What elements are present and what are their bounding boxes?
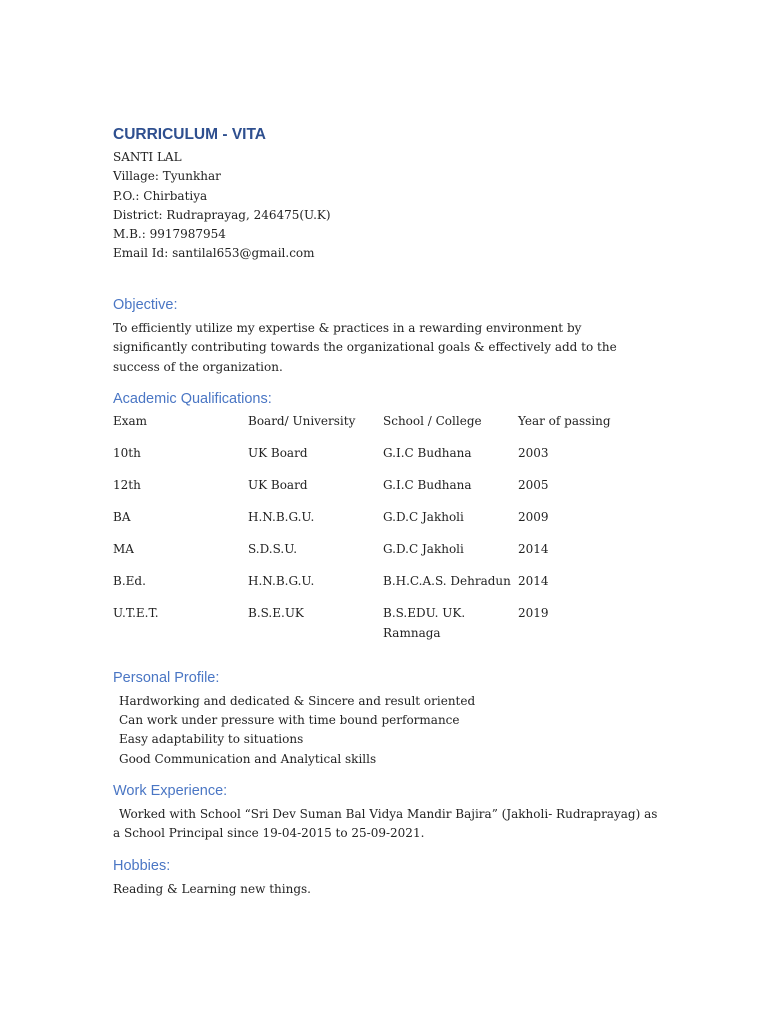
list-item: Easy adaptability to situations bbox=[119, 732, 304, 747]
contact-district: District: Rudraprayag, 246475(U.K) bbox=[113, 207, 331, 222]
column-header-year: Year of passing bbox=[518, 414, 611, 428]
table-cell-exam: 10th bbox=[113, 446, 141, 460]
list-item: Can work under pressure with time bound performance bbox=[119, 713, 460, 728]
table-cell-exam: U.T.E.T. bbox=[113, 606, 159, 620]
hobbies-heading: Hobbies: bbox=[113, 858, 171, 874]
contact-post-office: P.O.: Chirbatiya bbox=[113, 188, 208, 203]
work-experience-heading: Work Experience: bbox=[113, 783, 228, 799]
table-row bbox=[113, 476, 638, 508]
table-row bbox=[113, 540, 638, 572]
table-cell-year: 2014 bbox=[518, 542, 549, 556]
table-cell-board: UK Board bbox=[248, 478, 308, 492]
table-cell-exam: B.Ed. bbox=[113, 574, 146, 588]
list-item: Good Communication and Analytical skills bbox=[119, 751, 377, 766]
table-cell-board: B.S.E.UK bbox=[248, 606, 304, 620]
table-cell-school: G.D.C Jakholi bbox=[383, 542, 464, 556]
list-item: Hardworking and dedicated & Sincere and result oriented bbox=[119, 694, 476, 708]
table-row bbox=[113, 604, 638, 643]
personal-profile-list bbox=[119, 692, 475, 769]
applicant-name: SANTI LAL bbox=[113, 150, 182, 164]
document-title: CURRICULUM - VITA bbox=[113, 126, 266, 143]
table-row bbox=[113, 508, 638, 540]
contact-village: Village: Tyunkhar bbox=[113, 169, 221, 184]
column-header-school: School / College bbox=[383, 414, 482, 428]
work-experience-paragraph bbox=[113, 805, 658, 844]
contact-block bbox=[113, 148, 331, 264]
contact-email: Email Id: santilal653@gmail.com bbox=[113, 246, 315, 261]
table-cell-exam: BA bbox=[113, 510, 131, 524]
table-row bbox=[113, 572, 638, 604]
table-cell-board: UK Board bbox=[248, 446, 308, 460]
table-cell-year: 2003 bbox=[518, 446, 549, 460]
table-cell-year: 2014 bbox=[518, 574, 549, 588]
table-cell-year: 2019 bbox=[518, 606, 549, 620]
table-cell-school: G.I.C Budhana bbox=[383, 446, 472, 460]
table-cell-board: H.N.B.G.U. bbox=[248, 574, 315, 588]
personal-profile-heading: Personal Profile: bbox=[113, 670, 220, 686]
academic-heading: Academic Qualifications: bbox=[113, 391, 272, 407]
objective-text: To efficiently utilize my expertise & practices in a rewarding environment by significantly contributing towards the organizational goals & effectively add to the success of the organization. bbox=[113, 321, 617, 374]
contact-mobile: M.B.: 9917987954 bbox=[113, 227, 226, 242]
table-row bbox=[113, 444, 638, 476]
table-cell-school: B.H.C.A.S. Dehradun bbox=[383, 574, 511, 588]
table-cell-board: H.N.B.G.U. bbox=[248, 510, 315, 524]
table-cell-exam: MA bbox=[113, 542, 134, 556]
work-experience-text: Worked with School “Sri Dev Suman Bal Vidya Mandir Bajira” (Jakholi- Rudraprayag) as a School Principal since 19-04-2015 to 25-09-2021. bbox=[113, 807, 658, 841]
column-header-exam: Exam bbox=[113, 414, 148, 428]
table-cell-board: S.D.S.U. bbox=[248, 542, 298, 556]
table-cell-year: 2005 bbox=[518, 478, 549, 492]
table-cell-school: G.D.C Jakholi bbox=[383, 510, 464, 524]
qualifications-table bbox=[113, 412, 638, 643]
table-cell-school: B.S.EDU. UK. Ramnaga bbox=[383, 606, 466, 640]
table-header-row bbox=[113, 412, 638, 444]
column-header-board: Board/ University bbox=[248, 414, 356, 428]
objective-heading: Objective: bbox=[113, 297, 178, 313]
hobbies-text: Reading & Learning new things. bbox=[113, 882, 311, 896]
table-cell-school: G.I.C Budhana bbox=[383, 478, 472, 492]
table-cell-year: 2009 bbox=[518, 510, 549, 524]
table-cell-exam: 12th bbox=[113, 478, 141, 492]
